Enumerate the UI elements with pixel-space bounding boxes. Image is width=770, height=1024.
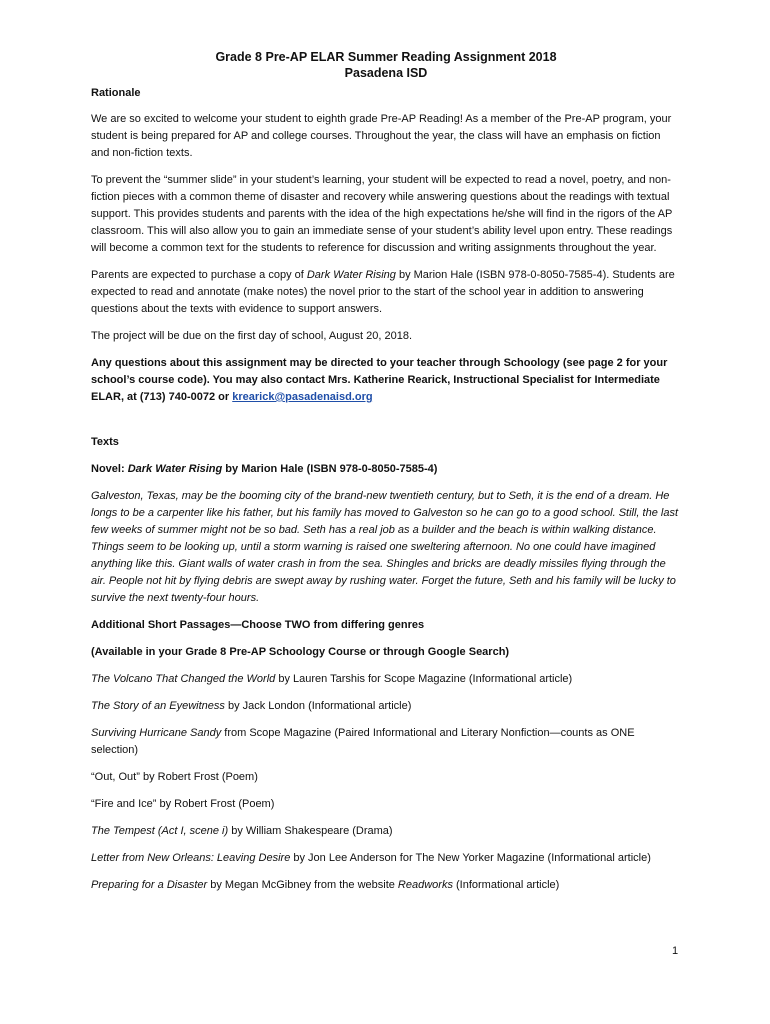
district-name: Pasadena ISD: [344, 66, 428, 80]
passage-item: [91, 850, 681, 867]
additional-passages-heading: Additional Short Passages—Choose TWO from differing genres: [91, 619, 425, 631]
passage-details: “Fire and Ice” by Robert Frost (Poem): [91, 798, 275, 810]
passage-title: Surviving Hurricane Sandy: [91, 727, 222, 739]
email-link[interactable]: krearick@pasadenaisd.org: [232, 391, 373, 403]
passage-item: [91, 877, 681, 894]
passage-item: [91, 823, 681, 840]
novel-title: Dark Water Rising: [127, 463, 223, 475]
availability-note: (Available in your Grade 8 Pre-AP Schoology Course or through Google Search): [91, 646, 510, 658]
website-name: Readworks: [397, 879, 453, 891]
passage-item: [91, 725, 681, 759]
page-content: [91, 49, 681, 904]
rationale-paragraph-3: [91, 267, 681, 318]
passage-details: by Lauren Tarshis for Scope Magazine (Informational article): [275, 673, 573, 685]
p3-text-a: Parents are expected to purchase a copy of: [91, 269, 307, 281]
novel-line: [91, 461, 681, 478]
passage-item: [91, 698, 681, 715]
rationale-paragraph-1: We are so excited to welcome your student to eighth grade Pre-AP Reading! As a member of the Pre-AP program, your student is being prepared for AP and college courses. Throughout the year, the class will have an emphasis on fiction and non-fiction texts.: [91, 113, 672, 159]
passage-item: [91, 769, 681, 786]
contact-paragraph: [91, 355, 681, 406]
passage-title: The Story of an Eyewitness: [91, 700, 225, 712]
rationale-paragraph-2: To prevent the “summer slide” in your student’s learning, your student will be expected to read a novel, poetry, and non-fiction pieces with a common theme of disaster and recovery while answering questions about the readings with textual support. This provides students and parents with the idea of the high expectations he/she will find in the rigors of the AP classroom. This will also allow you to gain an immediate sense of your student’s ability level upon entry. These readings will become a common text for the students to reference for discussion and writing assignments throughout the year.: [91, 174, 673, 254]
due-date-paragraph: The project will be due on the first day of school, August 20, 2018.: [91, 330, 413, 342]
passage-details: by Megan McGibney from the website: [207, 879, 398, 891]
passage-details: from Scope Magazine (Paired Informational and Literary Nonfiction—counts as ONE selection): [91, 727, 635, 756]
passage-details: by Jack London (Informational article): [224, 700, 412, 712]
passage-item: [91, 671, 681, 688]
passage-details: “Out, Out” by Robert Frost (Poem): [91, 771, 258, 783]
document-title: Grade 8 Pre-AP ELAR Summer Reading Assignment 2018: [215, 50, 557, 64]
passage-title: The Tempest (Act I, scene i): [91, 825, 229, 837]
passage-details-end: (Informational article): [452, 879, 560, 891]
rationale-heading: Rationale: [91, 87, 141, 99]
novel-details: by Marion Hale (ISBN 978-0-8050-7585-4): [222, 463, 438, 475]
novel-title-inline: Dark Water Rising: [306, 269, 396, 281]
novel-label: Novel:: [91, 463, 128, 475]
passage-details: by Jon Lee Anderson for The New Yorker Magazine (Informational article): [290, 852, 651, 864]
contact-text: Any questions about this assignment may be directed to your teacher through Schoology (see page 2 for your school’s course code). You may also contact Mrs. Katherine Rearick, Instructional Specialist for Intermediate ELAR, at (713) 740-0072 or: [91, 357, 668, 403]
page-number: 1: [672, 945, 679, 957]
passage-details: by William Shakespeare (Drama): [228, 825, 393, 837]
p3-text-b: by Marion Hale (ISBN 978-0-8050-7585-4). Students are expected to read and annotate (make notes) the novel prior to the start of the school year in addition to answering questions about the texts with evidence to support answers.: [91, 269, 675, 315]
passage-item: [91, 796, 681, 813]
passage-title: Letter from New Orleans: Leaving Desire: [91, 852, 291, 864]
passage-title: The Volcano That Changed the World: [91, 673, 276, 685]
texts-heading: Texts: [91, 436, 119, 448]
passage-title: Preparing for a Disaster: [91, 879, 208, 891]
novel-synopsis: Galveston, Texas, may be the booming city of the brand-new twentieth century, but to Seth, it is the end of a dream. He longs to be a carpenter like his father, but his family has moved to Galveston so he can go to a good school. Still, the last few weeks of summer might not be so bad. Seth has a real job as a builder and the beach is within walking distance. Things seem to be looking up, until a storm warning is raised one sweltering afternoon. No one could have imagined anything like this. Giant walls of water crash in from the sea. Shingles and bricks are deadly missiles flying through the air. People not hit by flying debris are swept away by rushing water. Forget the future, Seth and his family will be lucky to survive the next twenty-four hours.: [91, 490, 679, 604]
